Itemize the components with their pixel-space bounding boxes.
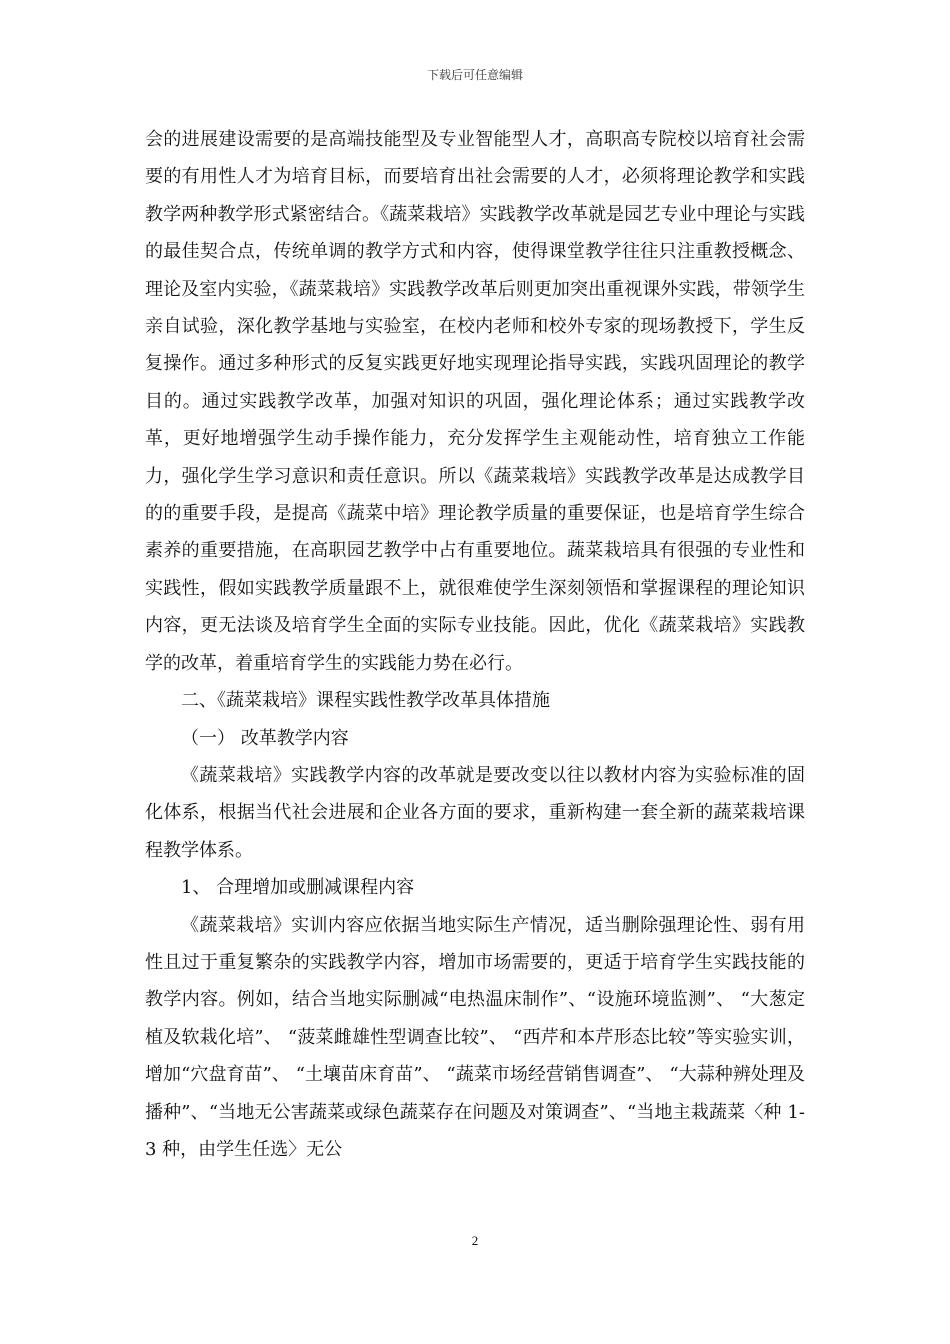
list-item-heading: 1、 合理增加或删减课程内容 [181, 877, 415, 899]
document-body [145, 121, 805, 1168]
subsection-heading: （一） 改革教学内容 [181, 727, 349, 749]
body-paragraph: 会的进展建设需要的是高端技能型及专业智能型人才，高职高专院校以培育社会需要的有用性人才为培育目标，而要培育出社会需要的人才，必须将理论教学和实践教学两种教学形式紧密结合。《蔬菜栽培》实践教学改革就是园艺专业中理论与实践的最佳契合点，传统单调的教学方式和内容，使得课堂教学往往只注重教授概念、理论及室内实验，《蔬菜栽培》实践教学改革后则更加突出重视课外实践，带领学生亲自试验，深化教学基地与实验室，在校内老师和校外专家的现场教授下，学生反复操作。通过多种形式的反复实践更好地实现理论指导实践，实践巩固理论的教学目的。通过实践教学改革，加强对知识的巩固，强化理论体系；通过实践教学改革，更好地增强学生动手操作能力，充分发挥学生主观能动性，培育独立工作能力，强化学生学习意识和责任意识。所以《蔬菜栽培》实践教学改革是达成教学目的的重要手段，是提高《蔬菜中培》理论教学质量的重要保证，也是培育学生综合素养的重要措施，在高职园艺教学中占有重要地位。蔬菜栽培具有很强的专业性和实践性，假如实践教学质量跟不上，就很难使学生深刻领悟和掌握课程的理论知识内容，更无法谈及培育学生全面的实际专业技能。因此，优化《蔬菜栽培》实践教学的改革，着重培育学生的实践能力势在必行。 [145, 129, 805, 674]
section-heading: 二、《蔬菜栽培》课程实践性教学改革具体措施 [181, 690, 550, 712]
body-paragraph: 《蔬菜栽培》实训内容应依据当地实际生产情况，适当删除强理论性、弱有用性且过于重复繁杂的实践教学内容，增加市场需要的，更适于培育学生实践技能的教学内容。例如，结合当地实际删减“电热温床制作”、“设施环境监测”、 “大葱定植及软栽化培”、 “菠菜雌雄性型调查比较”、 “西芹和本芹形态比较”等实验实训，增加“穴盘育苗”、 “土壤苗床育苗”、 “蔬菜市场经营销售调查”、 “大蒜种辨处理及播种”、“当地无公害蔬菜或绿色蔬菜存在问题及对策调查”、“当地主栽蔬菜〈种 1-3 种，由学生任选〉无公 [145, 914, 805, 1160]
page-header: 下载后可任意编辑 [426, 68, 523, 82]
body-paragraph: 《蔬菜栽培》实践教学内容的改革就是要改变以往以教材内容为实验标准的固化体系，根据当代社会进展和企业各方面的要求，重新构建一套全新的蔬菜栽培课程教学体系。 [145, 764, 805, 861]
page-number: 2 [471, 1233, 479, 1248]
